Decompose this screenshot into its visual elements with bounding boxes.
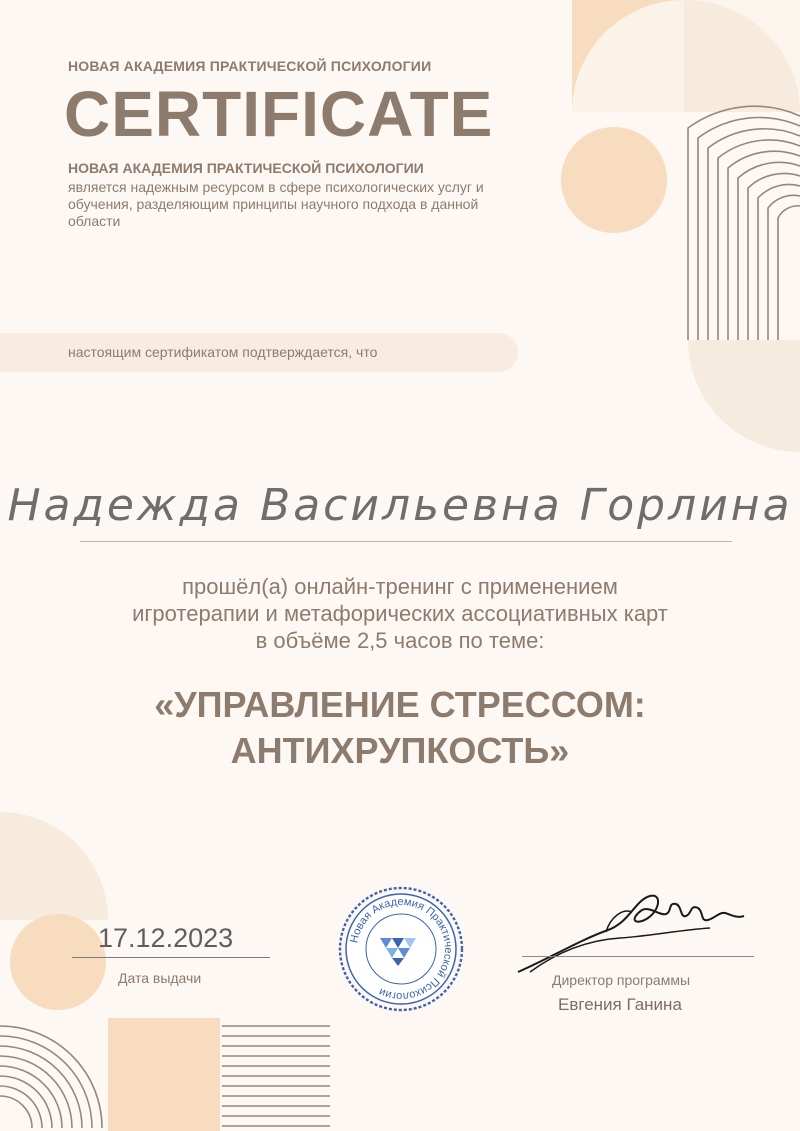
peach-block-bottom [108, 1018, 220, 1131]
date-underline [72, 957, 270, 958]
peach-circle-top [561, 127, 667, 233]
director-role: Директор программы [552, 972, 691, 988]
seal-ring-text: Новая Академия Практической Психологии [348, 895, 455, 1003]
quarter-circle-left [0, 812, 108, 920]
course-topic [0, 682, 800, 774]
certificate-title: CERTIFICATE [64, 78, 494, 150]
academy-seal [338, 886, 464, 1012]
recipient-underline [80, 541, 732, 542]
course-topic-line-2: АНТИХРУПКОСТЬ» [230, 730, 570, 771]
course-topic-line-1: «УПРАВЛЕНИЕ СТРЕССОМ: [154, 684, 646, 725]
bottom-arches [0, 1026, 102, 1128]
organization-name: НОВАЯ АКАДЕМИЯ ПРАКТИЧЕСКОЙ ПСИХОЛОГИИ [68, 160, 424, 176]
peach-circle-bottom [10, 914, 106, 1010]
recipient-name: Надежда Васильевна Горлина [7, 480, 793, 531]
confirmation-text: настоящим сертификатом подтверждается, что [68, 344, 378, 360]
course-description-line-2: игротерапии и метафорических ассоциативных карт [132, 601, 668, 626]
director-name: Евгения Ганина [558, 995, 682, 1014]
quarter-circle-right [688, 340, 800, 452]
course-description-line-3: в объёме 2,5 часов по теме: [255, 628, 545, 653]
signature-line [522, 956, 754, 957]
organization-header: НОВАЯ АКАДЕМИЯ ПРАКТИЧЕСКОЙ ПСИХОЛОГИИ [68, 58, 432, 74]
issue-date: 17.12.2023 [98, 923, 234, 953]
director-signature [510, 880, 760, 980]
issue-date-label: Дата выдачи [118, 970, 202, 986]
bottom-stripes [222, 1026, 330, 1126]
organization-description: является надежным ресурсом в сфере психологических услуг и обучения, разделяющим принципы научного подхода в данной области [68, 179, 484, 229]
arches [688, 106, 800, 340]
course-description-line-1: прошёл(а) онлайн-тренинг с применением [182, 574, 618, 599]
course-description [0, 573, 800, 654]
